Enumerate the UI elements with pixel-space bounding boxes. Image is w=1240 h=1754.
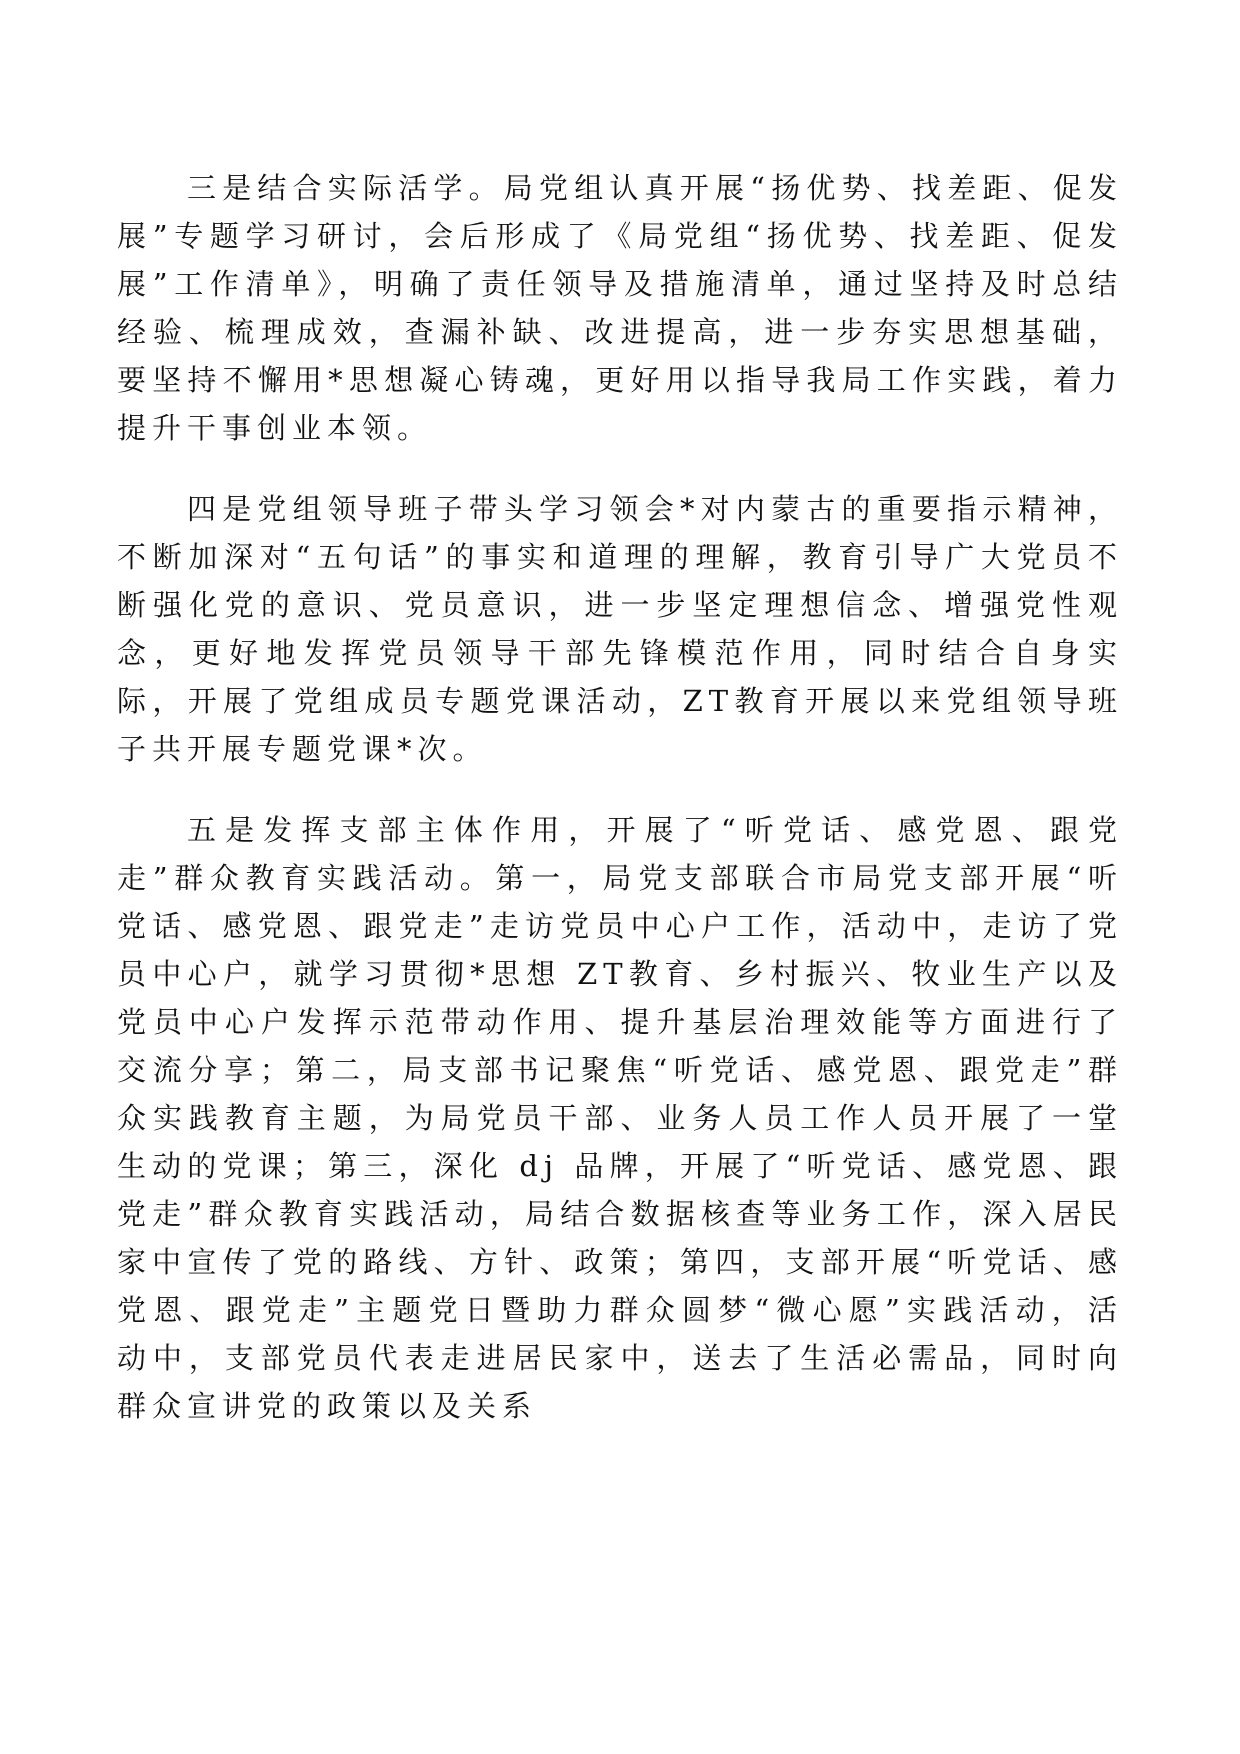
- paragraph-3: 三是结合实际活学。局党组认真开展“扬优势、找差距、促发展”专题学习研讨，会后形成了《局党组“扬优势、找差距、促发展”工作清单》，明确了责任领导及措施清单，通过坚持及时总结经验、梳理成效，查漏补缺、改进提高，进一步夯实思想基础，要坚持不懈用*思想凝心铸魂，更好用以指导我局工作实践，着力提升干事创业本领。: [117, 171, 1123, 445]
- paragraph-4: 四是党组领导班子带头学习领会*对内蒙古的重要指示精神，不断加深对“五句话”的事实和道理的理解，教育引导广大党员不断强化党的意识、党员意识，进一步坚定理想信念、增强党性观念，更好地发挥党员领导干部先锋模范作用，同时结合自身实际，开展了党组成员专题党课活动，ZT教育开展以来党组领导班子共开展专题党课*次。: [117, 492, 1123, 766]
- document-body: [117, 164, 1123, 1463]
- paragraph-5: 五是发挥支部主体作用，开展了“听党话、感党恩、跟党走”群众教育实践活动。第一，局党支部联合市局党支部开展“听党话、感党恩、跟党走”走访党员中心户工作，活动中，走访了党员中心户，就学习贯彻*思想 ZT教育、乡村振兴、牧业生产以及党员中心户发挥示范带动作用、提升基层治理效能等方面进行了交流分享；第二，局支部书记聚焦“听党话、感党恩、跟党走”群众实践教育主题，为局党员干部、业务人员工作人员开展了一堂生动的党课；第三，深化 dj 品牌，开展了“听党话、感党恩、跟党走”群众教育实践活动，局结合数据核查等业务工作，深入居民家中宣传了党的路线、方针、政策；第四，支部开展“听党话、感党恩、跟党走”主题党日暨助力群众圆梦“微心愿”实践活动，活动中，支部党员代表走进居民家中，送去了生活必需品，同时向群众宣讲党的政策以及关系: [117, 813, 1123, 1423]
